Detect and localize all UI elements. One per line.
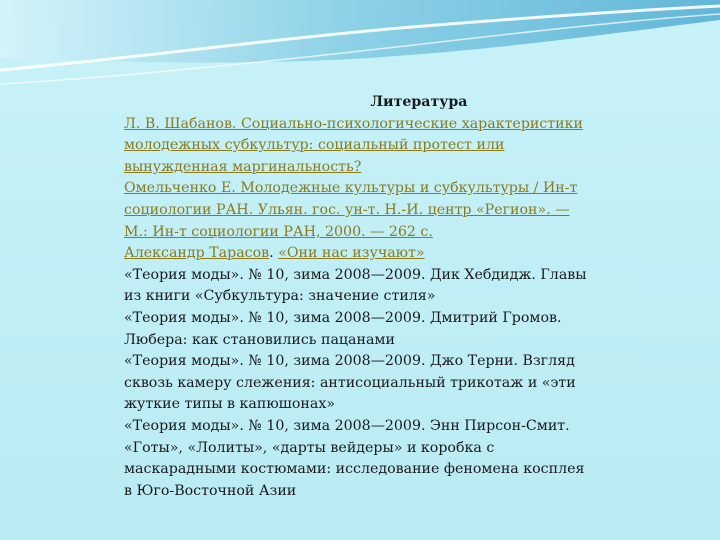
work-link[interactable]: «Они нас изучают» bbox=[278, 245, 425, 262]
reference-line: жуткие типы в капюшонах» bbox=[124, 396, 335, 413]
reference-line: «Готы», «Лолиты», «дарты вейдеры» и коробка с bbox=[124, 439, 495, 456]
author-link[interactable]: Александр Тарасов bbox=[124, 245, 270, 262]
reference-line: Люберa: как становились пацанами bbox=[124, 331, 395, 348]
reference-pearson-smith bbox=[124, 416, 644, 502]
reference-line: «Теория моды». № 10, зима 2008—2009. Энн Пирсон-Смит. bbox=[124, 417, 570, 434]
reference-line[interactable]: Омельченко Е. Молодежные культуры и субкультуры / Ин-т bbox=[124, 180, 578, 197]
page-title: Литература bbox=[370, 94, 468, 110]
reference-line: маскарадными костюмами: исследование феномена косплея bbox=[124, 461, 585, 478]
reference-gromov bbox=[124, 308, 644, 351]
reference-line[interactable]: Л. В. Шабанов. Социально-психологические характеристики bbox=[124, 115, 583, 132]
reference-tarasov bbox=[124, 243, 644, 265]
reference-line: «Теория моды». № 10, зима 2008—2009. Дмитрий Громов. bbox=[124, 309, 562, 326]
reference-line: «Теория моды». № 10, зима 2008—2009. Дик Хебдидж. Главы bbox=[124, 266, 587, 283]
header-wave-decoration bbox=[0, 0, 720, 90]
reference-line[interactable]: М.: Ин-т социологии РАН, 2000. — 262 с. bbox=[124, 223, 433, 240]
reference-line[interactable]: социологии РАН. Ульян. гос. ун-т. Н.-И. центр «Регион». — bbox=[124, 201, 570, 218]
reference-shabanov[interactable] bbox=[124, 114, 644, 179]
literature-list bbox=[124, 92, 644, 502]
reference-line: сквозь камеру слежения: антисоциальный трикотаж и «эти bbox=[124, 374, 576, 391]
separator-text: . bbox=[269, 245, 279, 262]
reference-hebdige bbox=[124, 265, 644, 308]
reference-line: из книги «Субкультура: значение стиля» bbox=[124, 288, 436, 305]
reference-line[interactable]: вынужденная маргинальность? bbox=[124, 158, 362, 175]
reference-turney bbox=[124, 351, 644, 416]
reference-omelchenko[interactable] bbox=[124, 178, 644, 243]
reference-line[interactable]: молодежных субкультур: социальный протест или bbox=[124, 137, 505, 154]
reference-line: «Теория моды». № 10, зима 2008—2009. Джо Терни. Взгляд bbox=[124, 353, 575, 370]
reference-line: в Юго-Восточной Азии bbox=[124, 482, 297, 499]
